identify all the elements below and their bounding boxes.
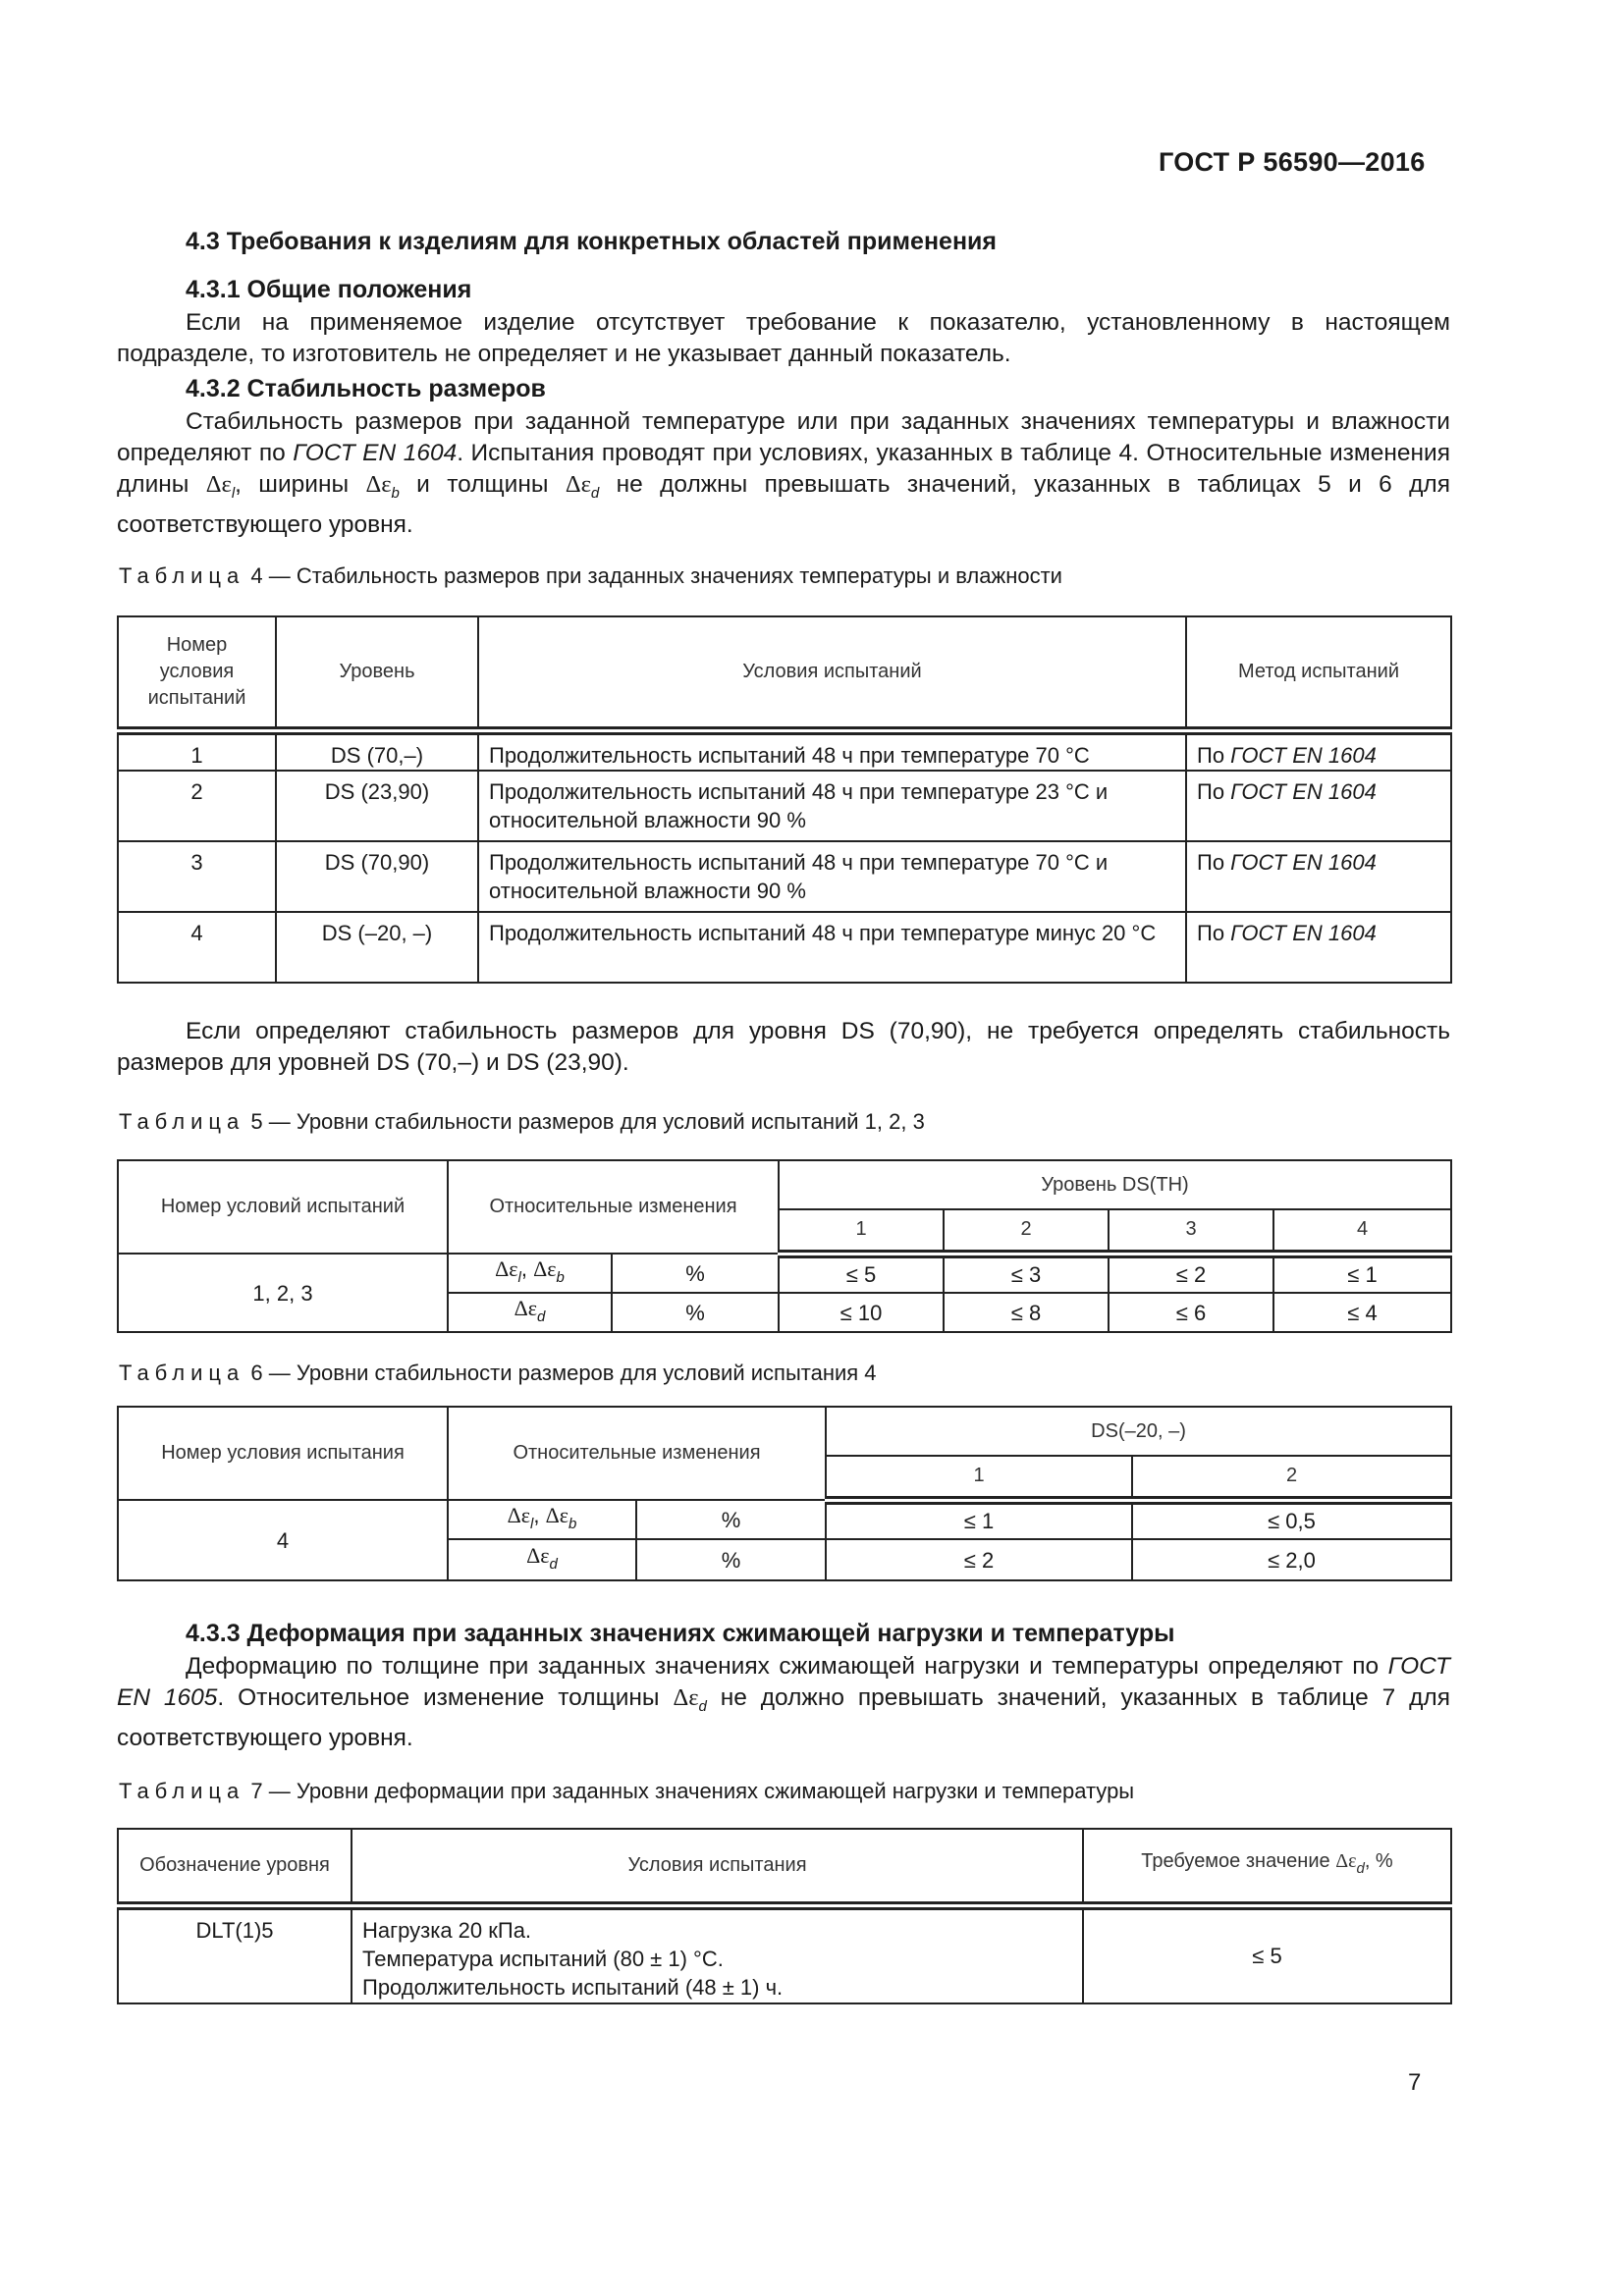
standard-reference: ГОСТ EN 1604: [293, 440, 458, 466]
column-header: Номер условия испытаний: [118, 616, 276, 730]
column-header: Требуемое значение $\Delta\varepsilon_d$, %: [1083, 1829, 1451, 1905]
table-row: 2 DS (23,90) Продолжительность испытаний 48 ч при температуре 23 °С и относительной влажности 90 % По ГОСТ EN 1604: [118, 771, 1451, 841]
column-group-header: DS(–20, –): [826, 1407, 1451, 1456]
standard-reference: ГОСТ EN 1604: [1230, 920, 1377, 945]
table-row: 1 DS (70,–) Продолжительность испытаний 48 ч при температуре 70 °С По ГОСТ EN 1604: [118, 730, 1451, 771]
standard-reference: ГОСТ EN 1605: [117, 1653, 1450, 1711]
table-5: [117, 1159, 1452, 1333]
column-header: Номер условия испытания: [118, 1407, 448, 1500]
table-4: [117, 615, 1452, 984]
table-row: 4 $\Delta\varepsilon_l$, $\Delta\varepsilon_b$ % ≤ 1 ≤ 0,5: [118, 1500, 1451, 1539]
document-header-id: ГОСТ Р 56590—2016: [1159, 147, 1426, 177]
table-4-caption: Таблица 4 — Стабильность размеров при заданных значениях температуры и влажности: [119, 563, 1062, 588]
standard-reference: ГОСТ EN 1604: [1230, 849, 1377, 875]
table-row: 3 DS (70,90) Продолжительность испытаний 48 ч при температуре 70 °С и относительной влажности 90 % По ГОСТ EN 1604: [118, 841, 1451, 912]
standard-reference: ГОСТ EN 1604: [1230, 778, 1377, 804]
table-6: [117, 1406, 1452, 1581]
page-number: 7: [1408, 2069, 1422, 2096]
column-header: Относительные изменения: [448, 1407, 826, 1500]
table-row: 1, 2, 3 $\Delta\varepsilon_l$, $\Delta\varepsilon_b$ % ≤ 5 ≤ 3 ≤ 2 ≤ 1: [118, 1254, 1451, 1293]
table-row: $\Delta\varepsilon_d$ % ≤ 10 ≤ 8 ≤ 6 ≤ 4: [118, 1293, 1451, 1332]
table-header-row: [118, 1407, 1451, 1456]
column-header: Относительные изменения: [448, 1160, 779, 1254]
section-4-3-3-text: Деформацию по толщине при заданных значениях сжимающей нагрузки и температуры определяют по ГОСТ EN 1605. Относительное изменение толщины $\Delta\varepsilon_d$ не должно превышать значений, указанных в таблице 7 для соответствующего уровня.: [117, 1653, 1450, 1751]
table-header-row: [118, 1829, 1451, 1905]
section-4-3-title: 4.3 Требования к изделиям для конкретных областей применения: [186, 228, 998, 255]
section-4-3-2-title: 4.3.2 Стабильность размеров: [186, 375, 546, 402]
section-4-3-2-text: Стабильность размеров при заданной температуре или при заданных значениях температуры и влажности определяют по ГОСТ EN 1604. Испытания проводят при условиях, указанных в таблице 4. Относительные изменения длины $\Delta\varepsilon_l$, ширины $\Delta\varepsilon_b$ и толщины $\Delta\varepsilon_d$ не должны превышать значений, указанных в таблицах 5 и 6 для соответствующего уровня.: [117, 408, 1450, 538]
table-6-caption: Таблица 6 — Уровни стабильности размеров для условий испытания 4: [119, 1361, 877, 1385]
column-header: Условия испытаний: [478, 616, 1186, 730]
column-header: Обозначение уровня: [118, 1829, 352, 1905]
table-7-caption: Таблица 7 — Уровни деформации при заданных значениях сжимающей нагрузки и температуры: [119, 1779, 1135, 1803]
paragraph-after-table-4: Если определяют стабильность размеров для уровня DS (70,90), не требуется определять стабильность размеров для уровней DS (70,–) и DS (23,90).: [117, 1018, 1450, 1076]
column-group-header: Уровень DS(TH): [779, 1160, 1451, 1209]
table-7: [117, 1828, 1452, 2004]
standard-reference: ГОСТ EN 1604: [1230, 742, 1377, 768]
section-4-3-1-title: 4.3.1 Общие положения: [186, 276, 472, 303]
column-header: Метод испытаний: [1186, 616, 1451, 730]
table-5-caption: Таблица 5 — Уровни стабильности размеров для условий испытаний 1, 2, 3: [119, 1109, 925, 1134]
table-header-row: [118, 1160, 1451, 1209]
column-header: Условия испытания: [352, 1829, 1083, 1905]
table-header-row: 1 2 3 4: [118, 1209, 1451, 1254]
table-header-row: [118, 616, 1451, 730]
section-4-3-3-title: 4.3.3 Деформация при заданных значениях сжимающей нагрузки и температуры: [186, 1620, 1175, 1647]
column-header: Уровень: [276, 616, 478, 730]
table-row: DLT(1)5 Нагрузка 20 кПа. Температура испытаний (80 ± 1) °С. Продолжительность испытаний (48 ± 1) ч. ≤ 5: [118, 1905, 1451, 2003]
table-row: $\Delta\varepsilon_d$ % ≤ 2 ≤ 2,0: [118, 1539, 1451, 1580]
table-row: 4 DS (–20, –) Продолжительность испытаний 48 ч при температуре минус 20 °С По ГОСТ EN 1604: [118, 912, 1451, 983]
section-4-3-1-text: Если на применяемое изделие отсутствует требование к показателю, установленному в настоящем подразделе, то изготовитель не определяет и не указывает данный показатель.: [117, 309, 1450, 367]
table-header-row: 1 2: [118, 1456, 1451, 1500]
column-header: Номер условий испытаний: [118, 1160, 448, 1254]
